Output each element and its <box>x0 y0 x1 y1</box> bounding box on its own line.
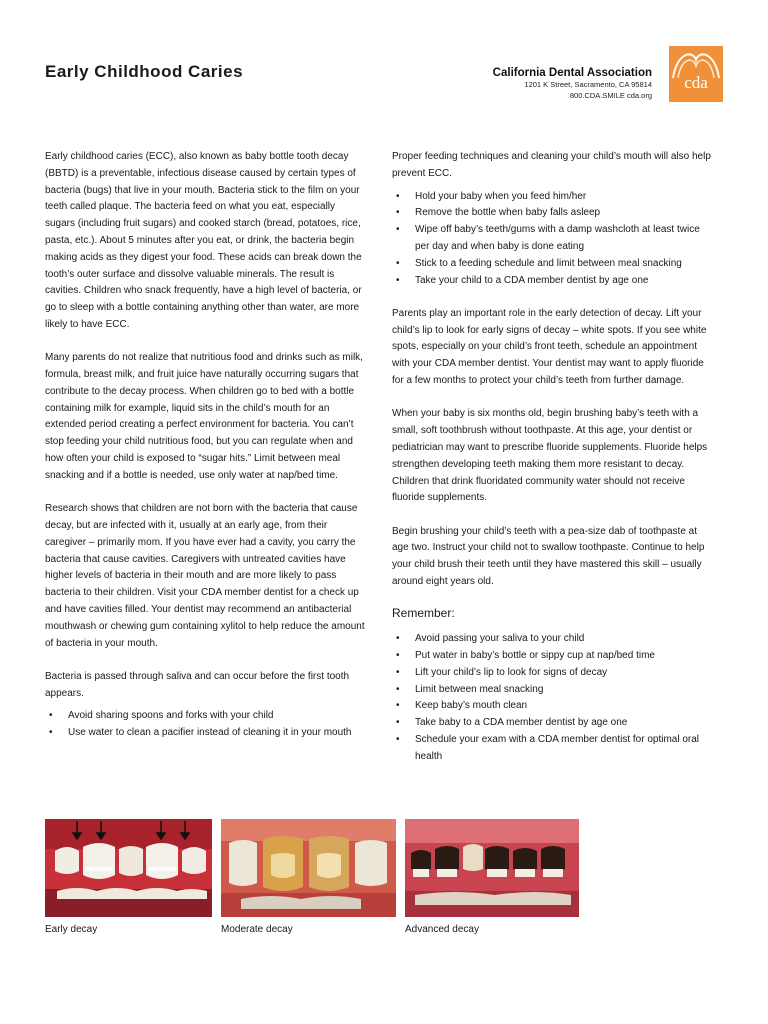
caption-early-decay: Early decay <box>45 924 98 935</box>
org-name: California Dental Association <box>492 67 652 79</box>
remember-list <box>392 631 714 765</box>
list-item: • Remove the bottle when baby falls asleep <box>392 205 714 222</box>
list-item: • Stick to a feeding schedule and limit between meal snacking <box>392 256 714 273</box>
list-item: • Keep baby’s mouth clean <box>392 698 714 715</box>
paragraph: Bacteria is passed through saliva and can occur before the first tooth appears. <box>45 670 350 699</box>
paragraph: Begin brushing your child’s teeth with a pea-size dab of toothpaste at age two. Instruct your child not to swallow toothpaste. Continue to help your child brush their teeth until they have mastered this skill – usually around eight years old. <box>392 525 705 588</box>
remember-heading: Remember: <box>392 606 455 621</box>
list-item: • Schedule your exam with a CDA member dentist for optimal oral health <box>392 732 714 766</box>
page-title: Early Childhood Caries <box>45 62 244 81</box>
list-item: • Use water to clean a pacifier instead of cleaning it in your mouth <box>45 725 367 742</box>
list-item: • Avoid sharing spoons and forks with your child <box>45 708 367 725</box>
list-item: • Put water in baby’s bottle or sippy cup at nap/bed time <box>392 648 714 665</box>
list-item: • Limit between meal snacking <box>392 682 714 699</box>
list-item: • Hold your baby when you feed him/her <box>392 189 714 206</box>
paragraph: Proper feeding techniques and cleaning your child’s mouth will also help prevent ECC. <box>392 151 711 179</box>
early-decay-photo <box>45 819 212 917</box>
caption-advanced-decay: Advanced decay <box>405 924 479 935</box>
paragraph: Parents play an important role in the early detection of decay. Lift your child’s lip to look for early signs of decay – white spots. If you see white spots, especially on your child’s front teeth, schedule an appointment with your CDA member dentist. Your dentist may want to apply fluoride for a few months to protect your child’s teeth from further damage. <box>392 307 707 387</box>
saliva-tips-list <box>45 708 367 742</box>
list-item: • Wipe off baby’s teeth/gums with a damp washcloth at least twice per day and when baby is done eating <box>392 222 714 256</box>
list-item: • Avoid passing your saliva to your child <box>392 631 714 648</box>
org-contact: 800.CDA.SMILE cda.org <box>569 91 652 100</box>
feeding-tips-list <box>392 189 714 290</box>
advanced-decay-photo <box>405 819 579 917</box>
paragraph: Research shows that children are not born with the bacteria that cause decay, but are infected with it, usually at an early age, from their caregiver – primarily mom. If you have ever had a cavity, you carry the bacteria that cause cavities. Caregivers with untreated cavities have higher levels of bacteria in their mouth and are more likely to pass bacteria to their children. Visit your CDA member dentist for a check up and have cavities filled. Your dentist may recommend an antibacterial mouthwash or chewing gum containing xylitol to help reduce the amount of bacteria in your mouth. <box>45 503 365 649</box>
right-column <box>392 149 714 782</box>
paragraph: Many parents do not realize that nutritious food and drinks such as milk, formula, breast milk, and fruit juice have naturally occurring sugars that contribute to the decay process. When children go to bed with a bottle containing milk for example, liquid sits in the child’s mouth for an extended period creating a perfect environment for bacteria. You can’t stop feeding your child nutritious food, but you can regulate when and how often your child is exposed to “sugar hits.” Limit between meal snacking and if a bottle is needed, use only water at nap/bed time. <box>45 352 363 481</box>
caption-moderate-decay: Moderate decay <box>221 924 293 935</box>
org-block <box>493 67 652 101</box>
org-address: 1201 K Street, Sacramento, CA 95814 <box>524 80 652 89</box>
moderate-decay-photo <box>221 819 396 917</box>
paragraph: Early childhood caries (ECC), also known as baby bottle tooth decay (BBTD) is a preventable, infectious disease caused by certain types of bacteria (bugs) that live in your mouth. Bacteria stick to the film on your teeth called plaque. The bacteria feed on what you eat, especially sugars (including fruit sugars) and cooked starch (bread, potatoes, rice, pasta, etc.). About 5 minutes after you eat, or drink, the bacteria begin making acids as they digest your food. These acids can break down the tooth’s outer surface and dissolve valuable minerals. The result is cavities. Children who snack frequently, have a high level of bacteria, or go to sleep with a bottle containing anything other than water, are more likely to have ECC. <box>45 151 362 330</box>
logo-text: cda <box>684 73 708 92</box>
list-item: • Take baby to a CDA member dentist by age one <box>392 715 714 732</box>
left-column <box>45 149 367 759</box>
list-item: • Take your child to a CDA member dentist by age one <box>392 273 714 290</box>
paragraph: When your baby is six months old, begin brushing baby’s teeth with a small, soft toothbrush without toothpaste. At this age, your dentist or pediatrician may want to prescribe fluoride supplements. Fluoride helps strengthen developing teeth making them more resistant to decay. Children that drink fluoridated community water should not receive fluoride supplements. <box>392 408 708 504</box>
cda-logo <box>669 46 723 102</box>
list-item: • Lift your child’s lip to look for signs of decay <box>392 665 714 682</box>
